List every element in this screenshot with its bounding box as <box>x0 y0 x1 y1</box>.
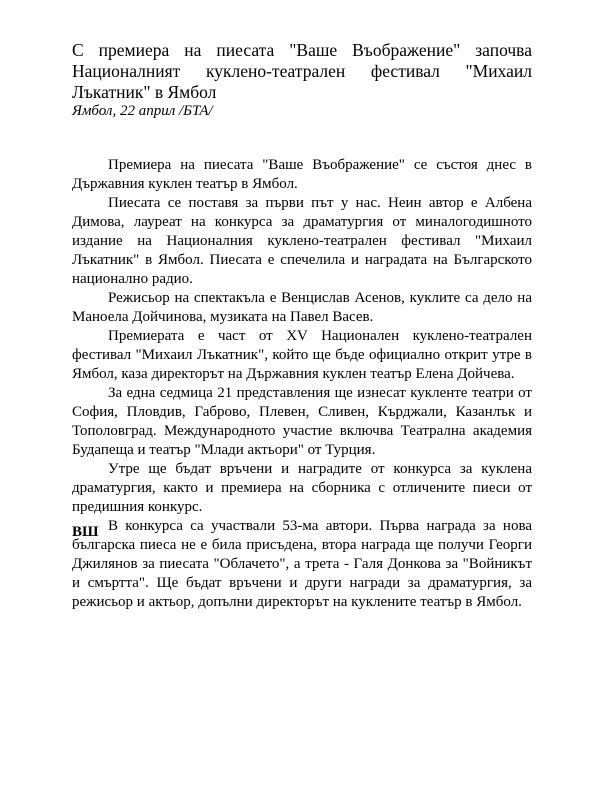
article-headline: С премиера на пиесата "Ваше Въображение" започва Националният куклено-театрален фестивал "Михаил Лъкатник" в Ямбол <box>72 40 532 102</box>
article-dateline: Ямбол, 22 април /БТА/ <box>72 103 213 119</box>
article-paragraph: За една седмица 21 представления ще изнесат кукленте театри от София, Пловдив, Габрово, Плевен, Сливен, Кърджали, Казанлък и Тополовград. Международното участие включва Театрална академия Будапеща и театър "Млади актьори" от Турция. <box>72 385 532 458</box>
article-paragraph: Утре ще бъдат връчени и наградите от конкурса за куклена драматургия, както и премиера на сборника с отличените пиеси от предишния конкурс. <box>72 461 532 515</box>
article-paragraph: Премиера на пиесата "Ваше Въображение" се състоя днес в Държавния куклен театър в Ямбол. <box>72 157 532 192</box>
article-paragraph: Режисьор на спектакъла е Венцислав Асенов, куклите са дело на Маноела Дойчинова, музиката на Павел Васев. <box>72 290 532 325</box>
author-signature: ВШ <box>72 524 99 540</box>
article-paragraph: Пиесата се поставя за първи път у нас. Неин автор е Албена Димова, лауреат на конкурса за драматургия от миналогодишното издание на Националния куклено-театрален фестивал "Михаил Лъкатник" в Ямбол. Пиесата е спечелила и наградата на Българското национално радио. <box>72 195 532 287</box>
article-paragraph: Премиерата е част от XV Национален куклено-театрален фестивал "Михаил Лъкатник", който ще бъде официално открит утре в Ямбол, каза директорът на Държавния куклен театър Елена Дойчева. <box>72 328 532 382</box>
article-body <box>72 156 532 612</box>
article-paragraph: В конкурса са участвали 53-ма автори. Първа награда за нова българска пиеса не е била присъдена, втора награда ще получи Георги Джилянов за пиесата "Облачето", а трета - Галя Донкова за "Войникът и смъртта". Ще бъдат връчени и други награди за драматургия, за режисьор и актьор, допълни директорът на куклените театър в Ямбол. <box>72 518 532 610</box>
